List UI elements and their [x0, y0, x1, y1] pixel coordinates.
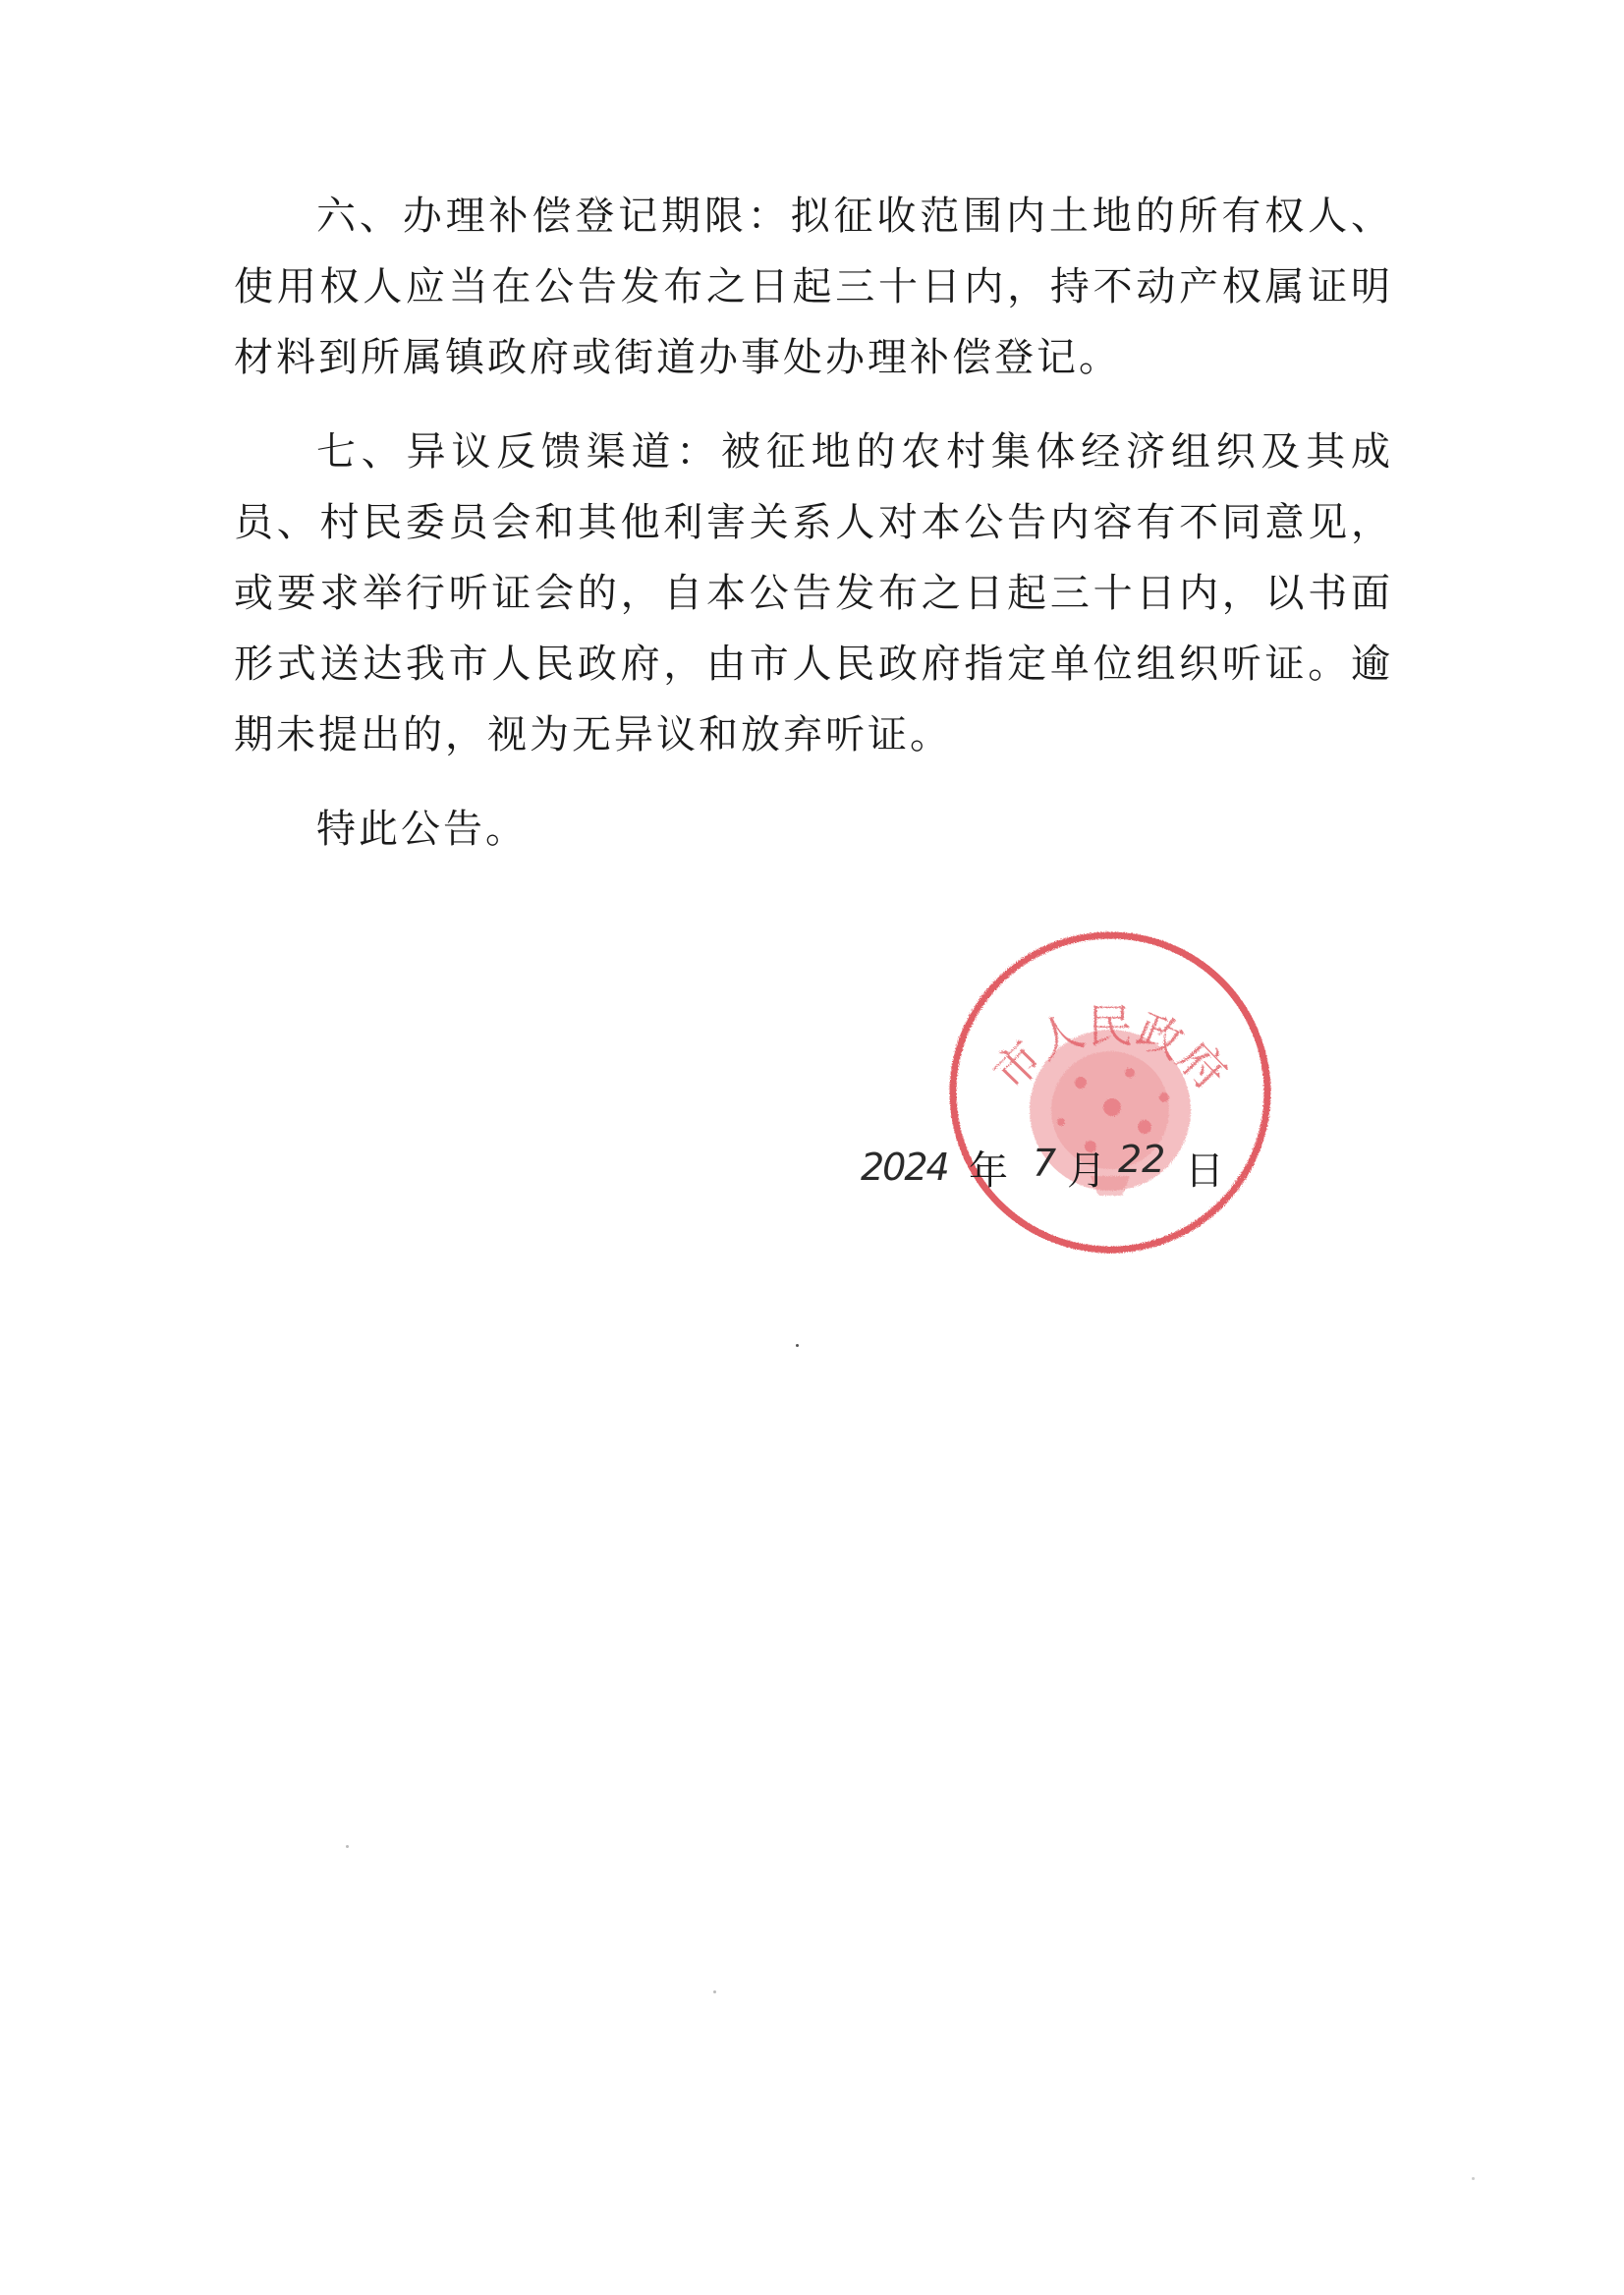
seal-text: 市人民政府	[982, 999, 1238, 1100]
date-day-unit: 日	[1185, 1148, 1224, 1194]
date-year: 2024	[861, 1146, 948, 1189]
closing-statement: 特此公告。	[316, 807, 528, 852]
official-seal-icon	[943, 925, 1277, 1259]
date-month: 7	[1033, 1142, 1057, 1185]
scan-speck	[796, 1344, 799, 1347]
scan-speck	[713, 1990, 716, 1993]
date-day: 22	[1118, 1138, 1166, 1181]
section-6-registration-deadline: 六、办理补偿登记期限：拟征收范围内土地的所有权人、使用权人应当在公告发布之日起三十日内，持不动产权属证明材料到所属镇政府或街道办事处办理补偿登记。	[234, 194, 1393, 380]
section-7-objection-channel: 七、异议反馈渠道：被征地的农村集体经济组织及其成员、村民委员会和其他利害关系人对本公告内容有不同意见，或要求举行听证会的，自本公告发布之日起三十日内，以书面形式送达我市人民政府，由市人民政府指定单位组织听证。逾期未提出的，视为无异议和放弃听证。	[234, 429, 1393, 757]
scan-speck	[1472, 2177, 1475, 2180]
scan-speck	[346, 1845, 349, 1848]
date-month-unit: 月	[1067, 1148, 1106, 1194]
date-year-unit: 年	[969, 1148, 1008, 1194]
signing-date	[861, 1128, 1254, 1206]
